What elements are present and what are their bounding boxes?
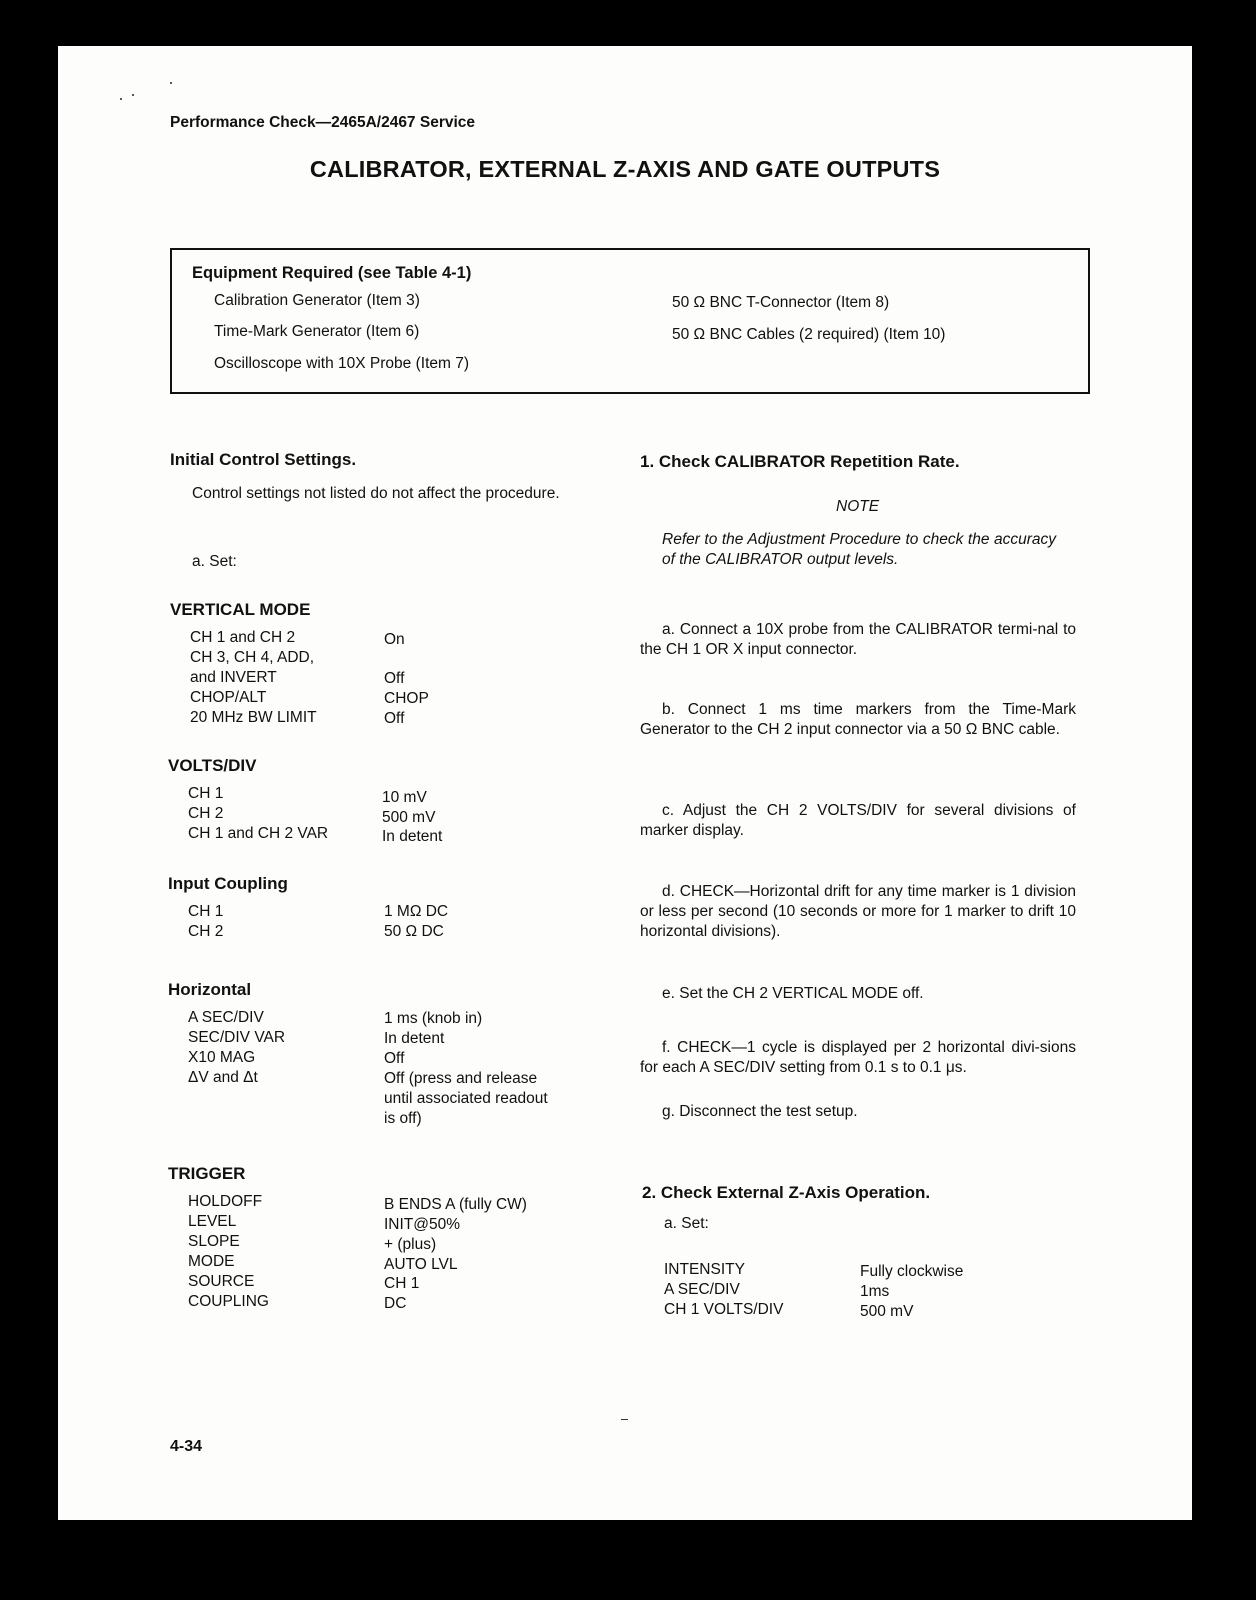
note-body: Refer to the Adjustment Procedure to check the accuracy of the CALIBRATOR output levels. (662, 531, 1056, 568)
step1-g: g. Disconnect the test setup. (662, 1103, 858, 1120)
setting-value: Off (384, 670, 405, 687)
setting-label: CH 1 and CH 2 VAR (188, 825, 329, 842)
setting-label: MODE (188, 1253, 235, 1270)
setting-label: CH 2 (188, 923, 224, 940)
setting-label: X10 MAG (188, 1049, 256, 1066)
setting-value: INIT@50% (384, 1216, 461, 1233)
setting-value: 10 mV (382, 789, 427, 806)
page-title: CALIBRATOR, EXTERNAL Z-AXIS AND GATE OUTPUTS (309, 156, 941, 182)
scan-speck (132, 94, 134, 96)
initial-settings-heading: Initial Control Settings. (170, 450, 357, 469)
equipment-item: 50 Ω BNC Cables (2 required) (Item 10) (672, 326, 946, 343)
setting-label: A SEC/DIV (664, 1281, 740, 1298)
setting-label: SEC/DIV VAR (188, 1029, 286, 1046)
step2-heading: 2. Check External Z-Axis Operation. (642, 1183, 931, 1202)
setting-label: CH 1 VOLTS/DIV (664, 1301, 784, 1318)
equipment-item: Oscilloscope with 10X Probe (Item 7) (214, 355, 469, 372)
equipment-heading: Equipment Required (see Table 4-1) (192, 264, 472, 282)
setting-value: AUTO LVL (384, 1256, 458, 1273)
setting-label: INTENSITY (664, 1261, 745, 1278)
group-title-input-coupling: Input Coupling (168, 874, 288, 893)
setting-label: CH 2 (188, 805, 224, 822)
setting-label: COUPLING (188, 1293, 269, 1310)
equipment-item: Calibration Generator (Item 3) (214, 292, 420, 309)
setting-label: and INVERT (190, 669, 277, 686)
setting-label: SLOPE (188, 1233, 240, 1250)
page-number: 4-34 (170, 1438, 203, 1455)
setting-value: B ENDS A (fully CW) (384, 1196, 527, 1213)
group-title-vertical-mode: VERTICAL MODE (170, 600, 311, 619)
setting-value: 50 Ω DC (384, 923, 444, 940)
setting-label: A SEC/DIV (188, 1009, 264, 1026)
equipment-box (170, 248, 1090, 394)
document-page (58, 46, 1192, 1520)
step1-a: a. Connect a 10X probe from the CALIBRATOR termi-nal to the CH 1 OR X input connector. (640, 621, 1076, 658)
setting-label: CH 3, CH 4, ADD, (190, 649, 315, 666)
group-title-volts-div: VOLTS/DIV (168, 756, 257, 775)
setting-value: CH 1 (384, 1275, 420, 1292)
initial-set-label: a. Set: (192, 553, 237, 570)
setting-label: CH 1 and CH 2 (190, 629, 296, 646)
step1-b: b. Connect 1 ms time markers from the Time-Mark Generator to the CH 2 input connector via a 50 Ω BNC cable. (640, 701, 1076, 738)
setting-label: HOLDOFF (188, 1193, 263, 1210)
step1-heading: 1. Check CALIBRATOR Repetition Rate. (640, 452, 960, 471)
setting-label: CH 1 (188, 785, 224, 802)
step1-d: d. CHECK—Horizontal drift for any time marker is 1 division or less per second (10 seconds or more for 1 marker to drift 10 horizontal divisions). (640, 883, 1076, 940)
setting-value: 500 mV (860, 1303, 914, 1320)
setting-value: In detent (384, 1030, 445, 1047)
group-title-horizontal: Horizontal (168, 980, 252, 999)
note-title: NOTE (836, 498, 880, 515)
page-header: Performance Check—2465A/2467 Service (170, 114, 476, 131)
setting-label: CH 1 (188, 903, 224, 920)
setting-value: 500 mV (382, 809, 436, 826)
scan-speck (621, 1419, 628, 1420)
setting-value: 1ms (860, 1283, 890, 1300)
setting-value: until associated readout (384, 1090, 548, 1107)
setting-value: 1 MΩ DC (384, 903, 449, 920)
step1-c: c. Adjust the CH 2 VOLTS/DIV for several divisions of marker display. (640, 802, 1076, 839)
setting-value: is off) (384, 1110, 422, 1127)
setting-value: Off (press and release (384, 1070, 538, 1087)
setting-value: DC (384, 1295, 407, 1312)
setting-value: Off (384, 710, 405, 727)
setting-value: On (384, 631, 405, 648)
setting-label: ΔV and Δt (188, 1069, 258, 1086)
step1-f: f. CHECK—1 cycle is displayed per 2 horizontal divi-sions for each A SEC/DIV setting from 0.1 s to 0.1 μs. (640, 1039, 1076, 1076)
setting-label: CHOP/ALT (190, 689, 267, 706)
setting-value: Off (384, 1050, 405, 1067)
setting-label: LEVEL (188, 1213, 237, 1230)
setting-value: + (plus) (384, 1236, 437, 1253)
setting-value: Fully clockwise (860, 1263, 964, 1280)
equipment-item: 50 Ω BNC T-Connector (Item 8) (672, 294, 890, 311)
scan-speck (120, 98, 122, 100)
scan-speck (170, 82, 172, 84)
group-title-trigger: TRIGGER (168, 1164, 246, 1183)
setting-value: In detent (382, 828, 443, 845)
setting-value: CHOP (384, 690, 429, 707)
initial-settings-intro: Control settings not listed do not affect the procedure. (192, 485, 560, 502)
setting-label: SOURCE (188, 1273, 255, 1290)
equipment-item: Time-Mark Generator (Item 6) (214, 323, 420, 340)
setting-value: 1 ms (knob in) (384, 1010, 483, 1027)
step1-e: e. Set the CH 2 VERTICAL MODE off. (662, 985, 924, 1002)
step2-set-label: a. Set: (664, 1215, 709, 1232)
setting-label: 20 MHz BW LIMIT (190, 709, 317, 726)
